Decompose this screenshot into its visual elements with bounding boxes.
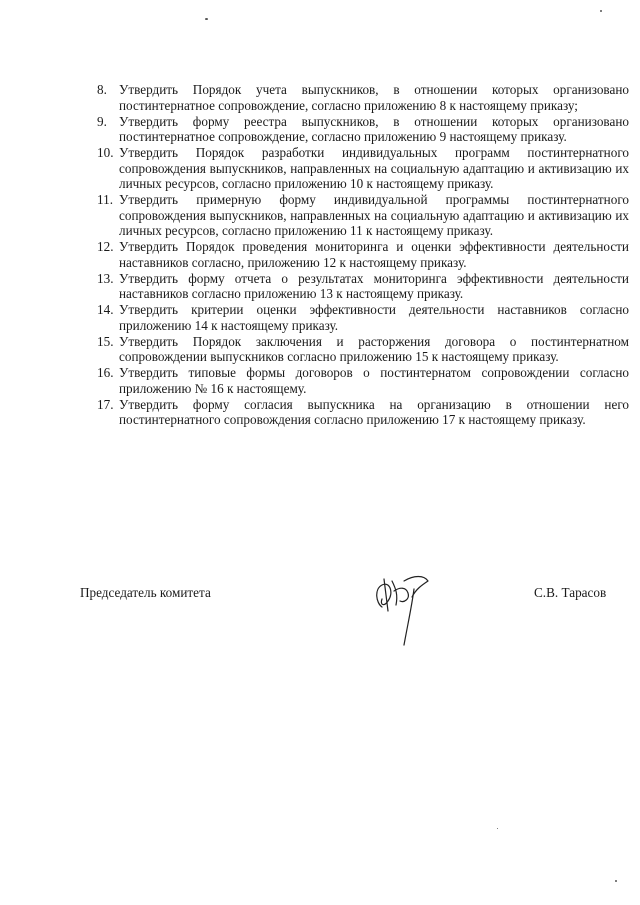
- item-text: Утвердить форму согласия выпускника на организацию в отношении него постинтернатного сопровождения согласно приложению 17 к настоящему приказу.: [119, 396, 629, 427]
- order-item: [97, 192, 629, 239]
- scan-speck: [600, 10, 602, 12]
- scan-speck: [497, 828, 498, 829]
- item-text: Утвердить примерную форму индивидуальной программы постинтернатного сопровождения выпускников, направленных на социальную адаптацию и активизацию их личных ресурсов, согласно приложению 11 к настоящему приказу.: [119, 192, 629, 238]
- order-item: [97, 365, 629, 396]
- order-item: [97, 334, 629, 365]
- order-item: [97, 114, 629, 145]
- handwritten-signature: [370, 575, 430, 650]
- order-item: [97, 397, 629, 428]
- order-item: [97, 271, 629, 302]
- signatory-name: С.В. Тарасов: [534, 585, 607, 600]
- item-text: Утвердить Порядок разработки индивидуальных программ постинтернатного сопровождения выпускников, направленных на социальную адаптацию и активизацию их личных ресурсов, согласно приложению 10 к настоящему приказу.: [119, 145, 629, 191]
- item-text: Утвердить форму отчета о результатах мониторинга эффективности деятельности наставников согласно приложению 13 к настоящему приказу.: [119, 270, 629, 301]
- order-item: [97, 82, 629, 113]
- item-number: 11.: [97, 192, 113, 207]
- order-items-list: [97, 82, 629, 428]
- signature-block: [0, 585, 640, 665]
- signatory-title: Председатель комитета: [80, 585, 211, 600]
- scan-speck: [615, 880, 617, 882]
- item-number: 15.: [97, 333, 114, 349]
- order-item: [97, 302, 629, 333]
- item-number: 16.: [97, 365, 114, 380]
- item-text: Утвердить критерии оценки эффективности деятельности наставников согласно приложению 14 к настоящему приказу.: [119, 302, 629, 333]
- item-text: Утвердить Порядок проведения мониторинга и оценки эффективности деятельности наставников согласно, приложению 12 к настоящему приказу.: [119, 239, 629, 270]
- item-text: Утвердить Порядок учета выпускников, в отношении которых организовано постинтернатное сопровождение, согласно приложению 8 к настоящему приказу;: [119, 82, 629, 113]
- item-number: 9.: [97, 113, 107, 129]
- item-number: 17.: [97, 396, 114, 412]
- item-number: 13.: [97, 270, 114, 286]
- item-number: 10.: [97, 145, 114, 160]
- item-number: 8.: [97, 82, 107, 97]
- item-number: 14.: [97, 302, 114, 317]
- item-text: Утвердить форму реестра выпускников, в отношении которых организовано постинтернатное сопровождение, согласно приложению 9 настоящему приказу.: [119, 113, 629, 144]
- order-item: [97, 239, 629, 270]
- order-item: [97, 145, 629, 192]
- item-text: Утвердить типовые формы договоров о постинтернатом сопровождении согласно приложению № 16 к настоящему.: [119, 365, 629, 396]
- item-number: 12.: [97, 239, 114, 254]
- scan-speck: [205, 18, 208, 20]
- item-text: Утвердить Порядок заключения и расторжения договора о постинтернатном сопровождении выпускников согласно приложению 15 к настоящему приказу.: [119, 333, 629, 364]
